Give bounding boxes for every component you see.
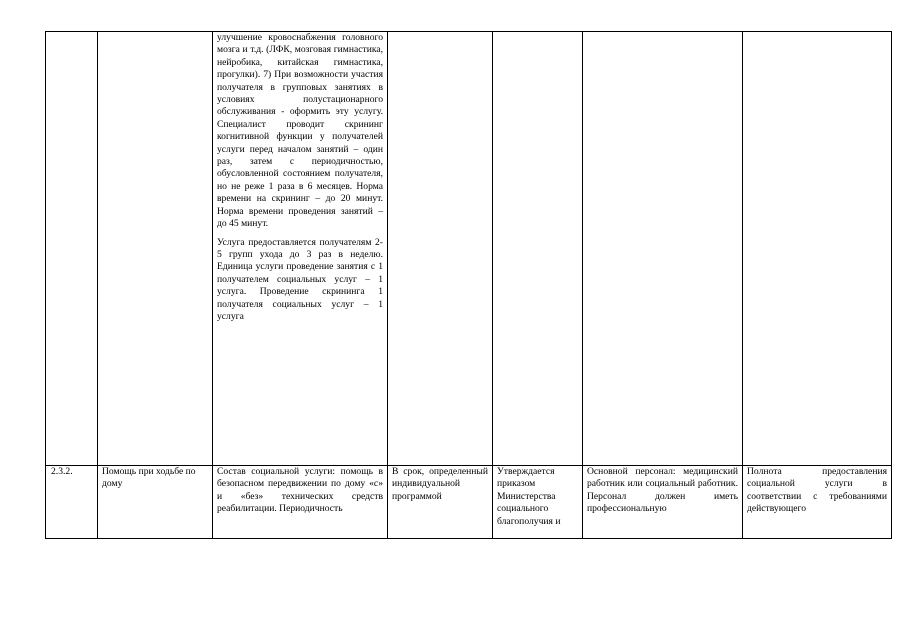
composition-paragraph: улучшение кровоснабжения головного мозга и т.д. (ЛФК, мозговая гимнастика, нейробика, китайская гимнастика, прогулки). 7) При возможности участия получателя в групповых занятиях в условиях полустационарного обслуживания - оформить эту услугу. Специалист проводит скрининг когнитивной функции у получателей услуги перед началом занятий – один раз, затем с периодичностью, обусловленной состоянием получателя, но не реже 1 раза в 6 месяцев. Норма времени на скрининг – до 20 минут. Норма времени проведения занятий – до 45 минут. (217, 32, 383, 230)
services-table (45, 31, 892, 539)
cell-quality (743, 32, 892, 466)
cell-tariff: Утверждается приказом Министерства социального благополучия и (493, 466, 583, 539)
cell-number: 2.3.2. (46, 466, 98, 539)
cell-term: В срок, определенный индивидуальной программой (388, 466, 493, 539)
cell-quality: Полнота предоставления социальной услуги в соответствии с требованиями действующего (743, 466, 892, 539)
cell-conditions (583, 32, 743, 466)
cell-service-name (98, 32, 213, 466)
composition-paragraph: Услуга предоставляется получателям 2-5 групп ухода до 3 раз в неделю. Единица услуги проведение занятия с 1 получателем социальных услуг – 1 услуга. Проведение скрининга 1 получателя социальных услуг – 1 услуга (217, 236, 383, 322)
cell-conditions: Основной персонал: медицинский работник или социальный работник. Персонал должен иметь профессиональную (583, 466, 743, 539)
table-row-service (46, 466, 892, 539)
cell-term (388, 32, 493, 466)
cell-service-composition: Состав социальной услуги: помощь в безопасном передвижении по дому «с» и «без» технических средств реабилитации. Периодичность (213, 466, 388, 539)
cell-service-name: Помощь при ходьбе по дому (98, 466, 213, 539)
cell-number (46, 32, 98, 466)
cell-tariff (493, 32, 583, 466)
cell-service-composition (213, 32, 388, 466)
table-row-continuation (46, 32, 892, 466)
